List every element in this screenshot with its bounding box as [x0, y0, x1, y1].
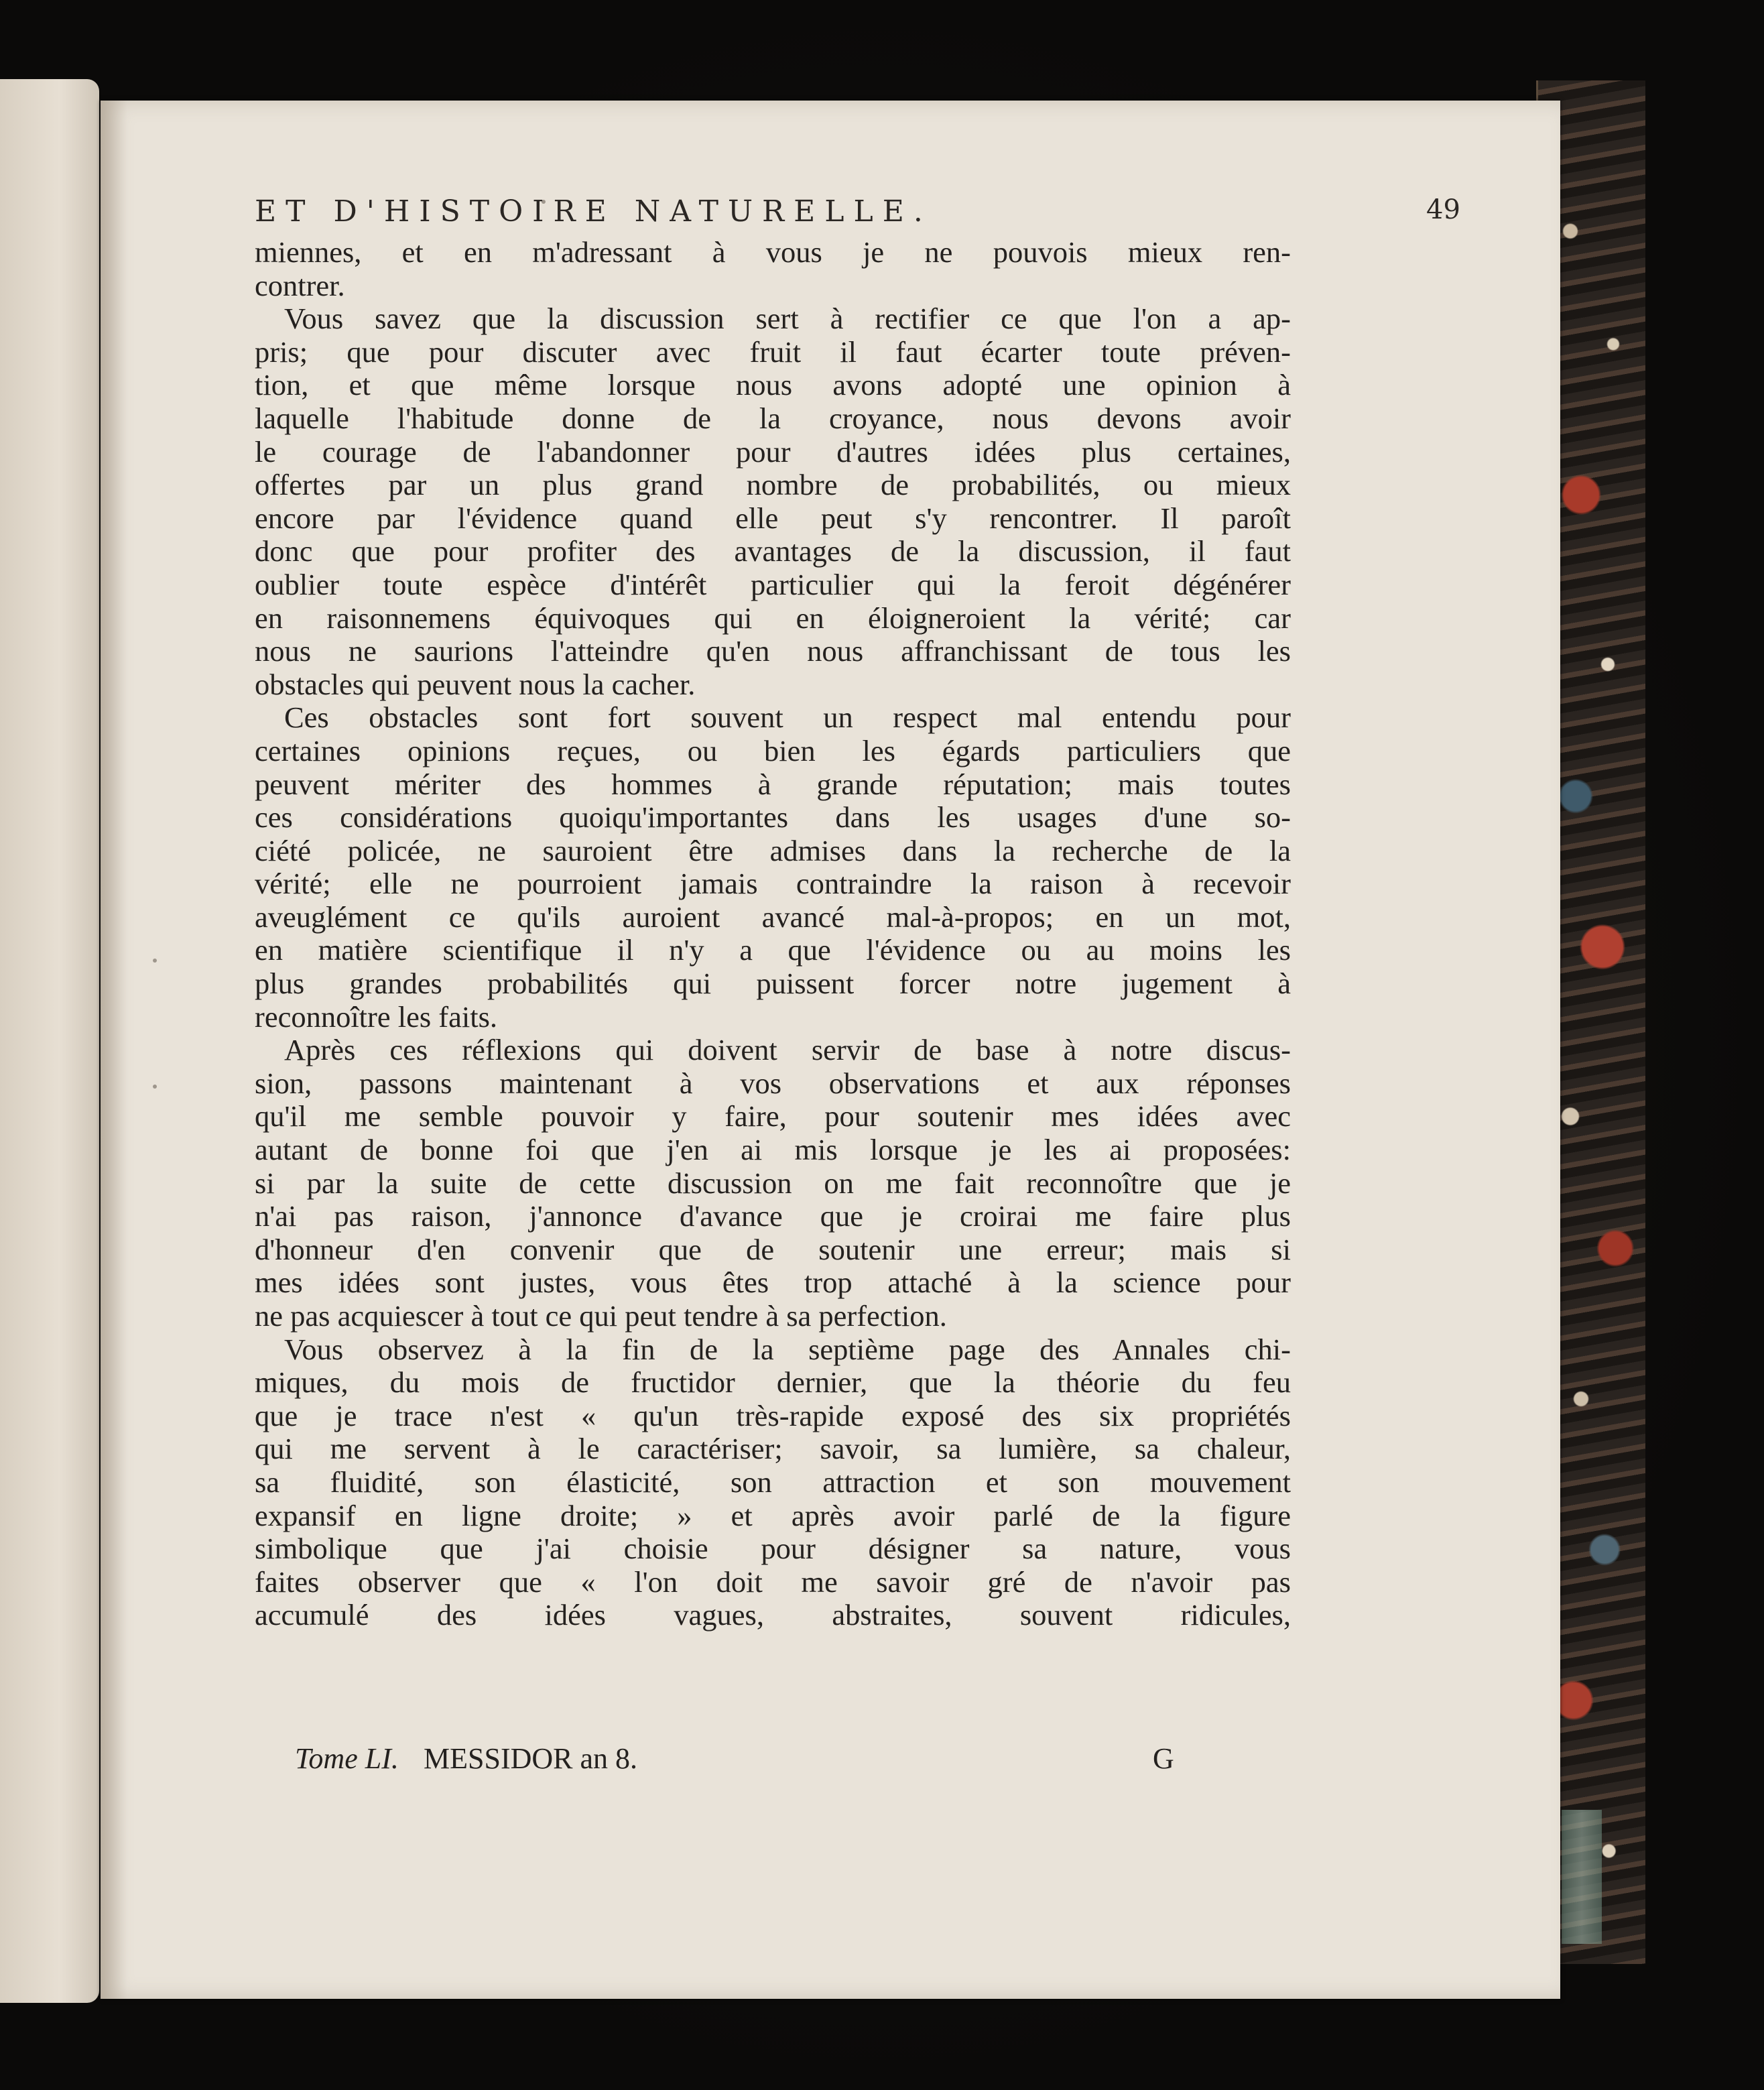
text-line: plus grandes probabilités qui puissent forcer notre jugement à	[255, 967, 1291, 1001]
facing-page-edge	[0, 79, 99, 2003]
text-line: le courage de l'abandonner pour d'autres idées plus certaines,	[255, 435, 1291, 469]
page-block-edge	[1562, 1810, 1602, 1944]
text-line: faites observer que « l'on doit me savoir gré de n'avoir pas	[255, 1565, 1291, 1599]
running-head	[255, 194, 1460, 241]
text-line: qu'il me semble pouvoir y faire, pour soutenir mes idées avec	[255, 1100, 1291, 1133]
text-line: oublier toute espèce d'intérêt particulier qui la feroit dégénérer	[255, 568, 1291, 601]
text-line: tion, et que même lorsque nous avons adopté une opinion à	[255, 369, 1291, 402]
text-line: ne pas acquiescer à tout ce qui peut tendre à sa perfection.	[255, 1300, 947, 1333]
text-line: nous ne saurions l'atteindre qu'en nous affranchissant de tous les	[255, 635, 1291, 668]
footer-volume: Tome LI.	[295, 1742, 399, 1775]
text-line: si par la suite de cette discussion on me fait reconnoître que je	[255, 1166, 1291, 1200]
text-line: sion, passons maintenant à vos observations et aux réponses	[255, 1066, 1291, 1100]
text-line: en raisonnemens équivoques qui en éloigneroient la vérité; car	[255, 601, 1291, 635]
text-line: simbolique que j'ai choisie pour désigner sa nature, vous	[255, 1532, 1291, 1566]
text-line: reconnoître les faits.	[255, 1000, 498, 1034]
text-line: aveuglément ce qu'ils auroient avancé mal-à-propos; en un mot,	[255, 900, 1291, 934]
text-line: en matière scientifique il n'y a que l'évidence ou au moins les	[255, 934, 1291, 967]
text-line: autant de bonne foi que j'en ai mis lorsque je les ai proposées:	[255, 1133, 1291, 1167]
text-line: encore par l'évidence quand elle peut s'y rencontrer. Il paroît	[255, 501, 1291, 535]
text-line: offertes par un plus grand nombre de probabilités, ou mieux	[255, 469, 1291, 502]
page-number: 49	[1426, 194, 1460, 225]
text-line: Vous observez à la fin de la septième page des Annales chi-	[284, 1333, 1291, 1366]
page-gutter-shadow	[101, 101, 127, 1999]
text-line: certaines opinions reçues, ou bien les égards particuliers que	[255, 734, 1291, 767]
text-line: accumulé des idées vagues, abstraites, souvent ridicules,	[255, 1599, 1291, 1632]
text-line: miques, du mois de fructidor dernier, que la théorie du feu	[255, 1366, 1291, 1400]
text-line: pris; que pour discuter avec fruit il faut écarter toute préven-	[255, 335, 1291, 369]
text-line: Vous savez que la discussion sert à rectifier ce que l'on a ap-	[284, 302, 1291, 336]
text-line: qui me servent à le caractériser; savoir, sa lumière, sa chaleur,	[255, 1432, 1291, 1466]
text-line: mes idées sont justes, vous êtes trop attaché à la science pour	[255, 1266, 1291, 1300]
footer-issue: MESSIDOR an 8.	[424, 1742, 638, 1775]
text-line: sa fluidité, son élasticité, son attraction et son mouvement	[255, 1465, 1291, 1499]
text-line: expansif en ligne droite; » et après avoir parlé de la figure	[255, 1499, 1291, 1532]
text-line: donc que pour profiter des avantages de la discussion, il faut	[255, 535, 1291, 568]
paper-speck	[153, 1085, 157, 1089]
text-line: obstacles qui peuvent nous la cacher.	[255, 668, 696, 701]
text-line: peuvent mériter des hommes à grande réputation; mais toutes	[255, 767, 1291, 801]
text-line: laquelle l'habitude donne de la croyance, nous devons avoir	[255, 402, 1291, 435]
text-line: n'ai pas raison, j'annonce d'avance que je croirai me faire plus	[255, 1200, 1291, 1233]
text-line: d'honneur d'en convenir que de soutenir une erreur; mais si	[255, 1233, 1291, 1266]
signature-footer	[295, 1741, 1233, 1782]
text-line: contrer.	[255, 269, 345, 302]
text-line: ciété policée, ne sauroient être admises dans la recherche de la	[255, 834, 1291, 867]
text-line: que je trace n'est « qu'un très-rapide exposé des six propriétés	[255, 1399, 1291, 1432]
running-head-title: ET D'HISTOIRE NATURELLE.	[255, 194, 932, 229]
text-line: miennes, et en m'adressant à vous je ne pouvois mieux ren-	[255, 236, 1291, 269]
text-line: vérité; elle ne pourroient jamais contraindre la raison à recevoir	[255, 867, 1291, 901]
body-text	[255, 236, 1291, 1632]
paper-speck	[153, 959, 157, 963]
footer-signature-mark: G	[1153, 1742, 1174, 1775]
text-line: ces considérations quoiqu'importantes dans les usages d'une so-	[255, 801, 1291, 835]
text-line: Après ces réflexions qui doivent servir de base à notre discus-	[284, 1034, 1291, 1067]
text-line: Ces obstacles sont fort souvent un respect mal entendu pour	[284, 701, 1291, 735]
